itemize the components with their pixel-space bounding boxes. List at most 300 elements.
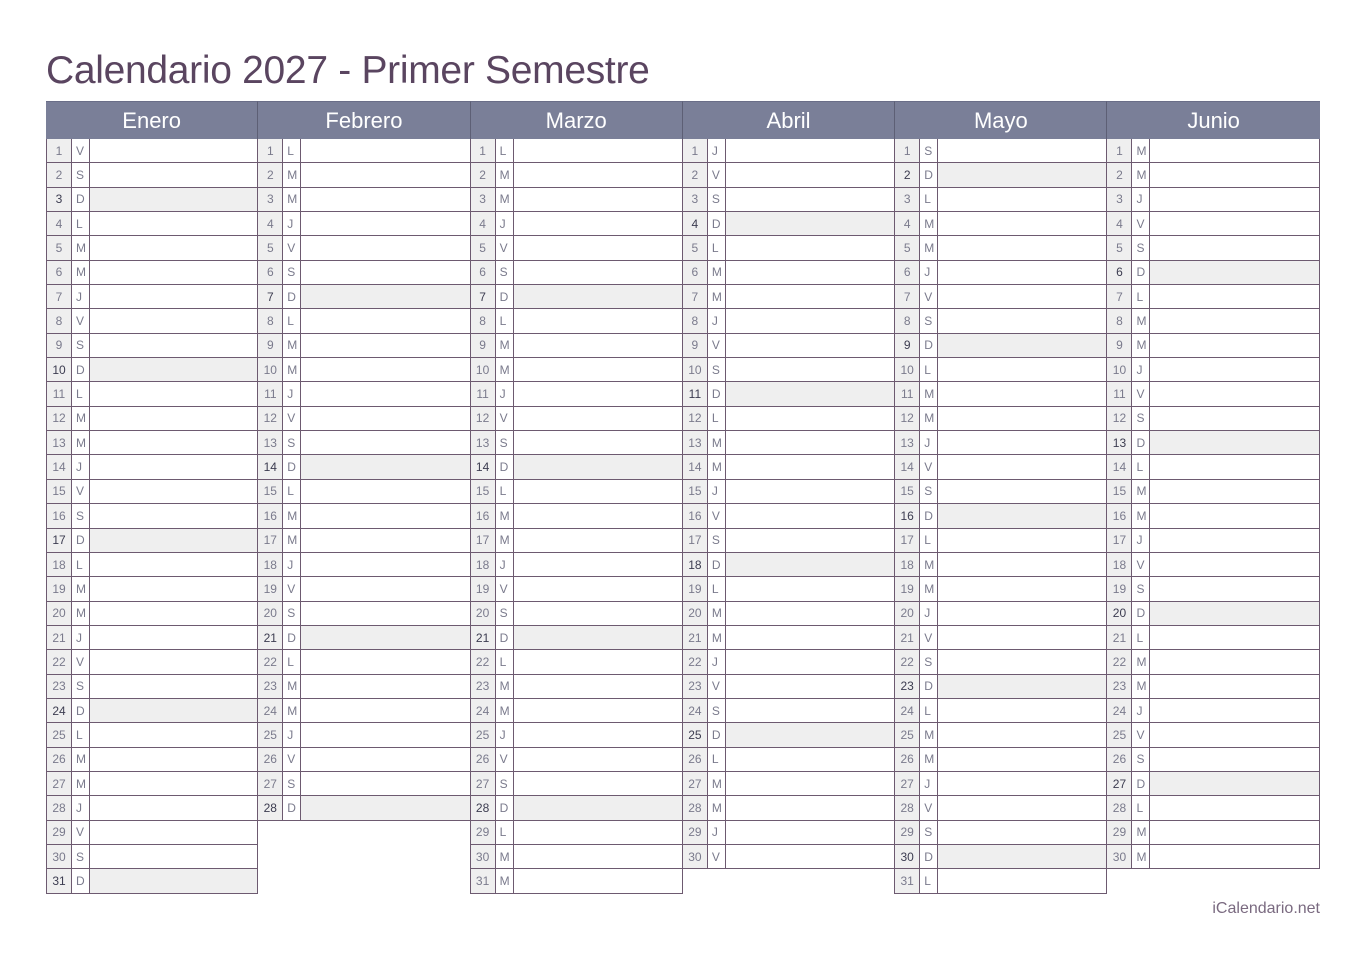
- note-cell[interactable]: [301, 382, 469, 405]
- note-cell[interactable]: [726, 796, 894, 819]
- weekday-letter: D: [283, 285, 301, 308]
- day-row: [682, 407, 895, 431]
- day-row: [682, 650, 895, 674]
- weekday-letter: V: [1132, 723, 1150, 746]
- day-number: 30: [683, 845, 708, 868]
- weekday-letter: V: [708, 845, 726, 868]
- note-cell[interactable]: [938, 480, 1106, 503]
- note-cell[interactable]: [726, 529, 894, 552]
- note-cell[interactable]: [90, 845, 257, 868]
- day-number: 20: [471, 602, 496, 625]
- note-cell[interactable]: [514, 577, 682, 600]
- day-row: [1106, 650, 1319, 674]
- weekday-letter: V: [920, 626, 938, 649]
- note-cell[interactable]: [90, 236, 257, 259]
- note-cell[interactable]: [301, 504, 469, 527]
- day-number: 27: [47, 772, 72, 795]
- note-cell[interactable]: [90, 334, 257, 357]
- note-cell[interactable]: [1150, 480, 1318, 503]
- day-row: [46, 602, 258, 626]
- note-cell[interactable]: [90, 529, 257, 552]
- note-cell[interactable]: [514, 334, 682, 357]
- day-number: 18: [895, 553, 920, 576]
- note-cell[interactable]: [301, 212, 469, 235]
- note-cell[interactable]: [938, 358, 1106, 381]
- note-cell[interactable]: [1150, 699, 1318, 722]
- note-cell[interactable]: [938, 748, 1106, 771]
- note-cell[interactable]: [514, 796, 682, 819]
- note-cell[interactable]: [1150, 212, 1318, 235]
- note-cell[interactable]: [301, 772, 469, 795]
- note-cell[interactable]: [1150, 529, 1318, 552]
- note-cell[interactable]: [938, 407, 1106, 430]
- day-number: 25: [683, 723, 708, 746]
- note-cell[interactable]: [301, 139, 469, 162]
- note-cell[interactable]: [514, 821, 682, 844]
- note-cell[interactable]: [90, 821, 257, 844]
- weekday-letter: M: [283, 358, 301, 381]
- day-row: [470, 650, 683, 674]
- note-cell[interactable]: [90, 358, 257, 381]
- weekday-letter: M: [72, 236, 90, 259]
- note-cell[interactable]: [1150, 553, 1318, 576]
- weekday-letter: J: [1132, 358, 1150, 381]
- note-cell[interactable]: [514, 748, 682, 771]
- note-cell[interactable]: [514, 626, 682, 649]
- note-cell[interactable]: [514, 236, 682, 259]
- day-number: 22: [683, 650, 708, 673]
- weekday-letter: D: [496, 626, 514, 649]
- note-cell[interactable]: [726, 772, 894, 795]
- weekday-letter: M: [708, 455, 726, 478]
- note-cell[interactable]: [938, 504, 1106, 527]
- note-cell[interactable]: [726, 382, 894, 405]
- note-cell[interactable]: [938, 382, 1106, 405]
- note-cell[interactable]: [514, 285, 682, 308]
- note-cell[interactable]: [726, 285, 894, 308]
- note-cell[interactable]: [938, 796, 1106, 819]
- day-row: [894, 529, 1107, 553]
- day-number: 29: [895, 821, 920, 844]
- day-row: [257, 261, 470, 285]
- note-cell[interactable]: [90, 577, 257, 600]
- weekday-letter: J: [496, 382, 514, 405]
- day-number: 17: [895, 529, 920, 552]
- note-cell[interactable]: [726, 821, 894, 844]
- note-cell[interactable]: [90, 869, 257, 892]
- note-cell[interactable]: [90, 285, 257, 308]
- note-cell[interactable]: [1150, 236, 1318, 259]
- note-cell[interactable]: [726, 163, 894, 186]
- day-number: 27: [258, 772, 283, 795]
- note-cell[interactable]: [726, 504, 894, 527]
- note-cell[interactable]: [301, 626, 469, 649]
- note-cell[interactable]: [938, 139, 1106, 162]
- note-cell[interactable]: [726, 748, 894, 771]
- note-cell[interactable]: [726, 407, 894, 430]
- note-cell[interactable]: [90, 602, 257, 625]
- note-cell[interactable]: [938, 675, 1106, 698]
- day-number: 2: [683, 163, 708, 186]
- note-cell[interactable]: [726, 261, 894, 284]
- note-cell[interactable]: [514, 358, 682, 381]
- note-cell[interactable]: [1150, 504, 1318, 527]
- day-row: [257, 358, 470, 382]
- note-cell[interactable]: [514, 212, 682, 235]
- weekday-letter: M: [72, 431, 90, 454]
- note-cell[interactable]: [1150, 382, 1318, 405]
- note-cell[interactable]: [938, 261, 1106, 284]
- weekday-letter: M: [1132, 139, 1150, 162]
- note-cell[interactable]: [1150, 845, 1318, 868]
- day-row: [1106, 163, 1319, 187]
- note-cell[interactable]: [1150, 285, 1318, 308]
- weekday-letter: L: [496, 821, 514, 844]
- note-cell[interactable]: [1150, 723, 1318, 746]
- note-cell[interactable]: [514, 431, 682, 454]
- weekday-letter: J: [283, 212, 301, 235]
- month-febrero: [258, 101, 470, 894]
- note-cell[interactable]: [90, 212, 257, 235]
- note-cell[interactable]: [301, 334, 469, 357]
- note-cell[interactable]: [514, 723, 682, 746]
- note-cell[interactable]: [90, 431, 257, 454]
- day-number: 31: [47, 869, 72, 892]
- note-cell[interactable]: [90, 480, 257, 503]
- day-row: [1106, 529, 1319, 553]
- note-cell[interactable]: [301, 309, 469, 332]
- note-cell[interactable]: [726, 626, 894, 649]
- day-row: [46, 675, 258, 699]
- day-row: [1106, 212, 1319, 236]
- day-row: [1106, 309, 1319, 333]
- note-cell[interactable]: [726, 309, 894, 332]
- day-row: [257, 577, 470, 601]
- note-cell[interactable]: [938, 772, 1106, 795]
- weekday-letter: M: [920, 723, 938, 746]
- note-cell[interactable]: [301, 163, 469, 186]
- note-cell[interactable]: [301, 796, 469, 819]
- note-cell[interactable]: [1150, 163, 1318, 186]
- day-row: [682, 334, 895, 358]
- note-cell[interactable]: [90, 455, 257, 478]
- note-cell[interactable]: [938, 650, 1106, 673]
- day-row: [894, 772, 1107, 796]
- note-cell[interactable]: [301, 455, 469, 478]
- weekday-letter: M: [283, 675, 301, 698]
- weekday-letter: J: [496, 553, 514, 576]
- note-cell[interactable]: [938, 309, 1106, 332]
- weekday-letter: L: [496, 480, 514, 503]
- note-cell[interactable]: [1150, 772, 1318, 795]
- day-row: [257, 602, 470, 626]
- note-cell[interactable]: [90, 382, 257, 405]
- note-cell[interactable]: [514, 845, 682, 868]
- day-row: [1106, 626, 1319, 650]
- note-cell[interactable]: [938, 285, 1106, 308]
- day-row: [1106, 602, 1319, 626]
- day-row: [470, 431, 683, 455]
- day-number: 18: [471, 553, 496, 576]
- day-row: [682, 261, 895, 285]
- weekday-letter: M: [496, 188, 514, 211]
- note-cell[interactable]: [514, 480, 682, 503]
- weekday-letter: J: [708, 139, 726, 162]
- note-cell[interactable]: [514, 869, 682, 892]
- note-cell[interactable]: [1150, 577, 1318, 600]
- note-cell[interactable]: [514, 163, 682, 186]
- weekday-letter: M: [283, 699, 301, 722]
- day-row: [470, 407, 683, 431]
- note-cell[interactable]: [301, 650, 469, 673]
- note-cell[interactable]: [301, 602, 469, 625]
- note-cell[interactable]: [1150, 431, 1318, 454]
- note-cell[interactable]: [938, 334, 1106, 357]
- day-row: [46, 699, 258, 723]
- note-cell[interactable]: [726, 480, 894, 503]
- note-cell[interactable]: [1150, 455, 1318, 478]
- weekday-letter: L: [1132, 796, 1150, 819]
- note-cell[interactable]: [726, 845, 894, 868]
- note-cell[interactable]: [1150, 188, 1318, 211]
- weekday-letter: V: [496, 577, 514, 600]
- weekday-letter: D: [920, 163, 938, 186]
- note-cell[interactable]: [90, 772, 257, 795]
- note-cell[interactable]: [938, 236, 1106, 259]
- note-cell[interactable]: [938, 821, 1106, 844]
- note-cell[interactable]: [90, 553, 257, 576]
- note-cell[interactable]: [301, 285, 469, 308]
- note-cell[interactable]: [301, 577, 469, 600]
- note-cell[interactable]: [726, 334, 894, 357]
- day-number: 20: [1107, 602, 1132, 625]
- note-cell[interactable]: [90, 139, 257, 162]
- weekday-letter: V: [708, 334, 726, 357]
- weekday-letter: V: [496, 748, 514, 771]
- note-cell[interactable]: [938, 529, 1106, 552]
- note-cell[interactable]: [301, 407, 469, 430]
- note-cell[interactable]: [726, 236, 894, 259]
- weekday-letter: L: [920, 188, 938, 211]
- day-number: 13: [683, 431, 708, 454]
- note-cell[interactable]: [514, 407, 682, 430]
- note-cell[interactable]: [514, 382, 682, 405]
- note-cell[interactable]: [938, 431, 1106, 454]
- note-cell[interactable]: [1150, 139, 1318, 162]
- weekday-letter: M: [72, 748, 90, 771]
- day-row: [46, 577, 258, 601]
- day-number: 26: [258, 748, 283, 771]
- note-cell[interactable]: [301, 358, 469, 381]
- note-cell[interactable]: [514, 650, 682, 673]
- day-number: 9: [683, 334, 708, 357]
- day-row: [894, 285, 1107, 309]
- note-cell[interactable]: [90, 407, 257, 430]
- day-number: 11: [683, 382, 708, 405]
- note-cell[interactable]: [90, 261, 257, 284]
- note-cell[interactable]: [938, 577, 1106, 600]
- note-cell[interactable]: [726, 455, 894, 478]
- month-header: Enero: [46, 101, 258, 139]
- note-cell[interactable]: [514, 455, 682, 478]
- note-cell[interactable]: [301, 431, 469, 454]
- note-cell[interactable]: [301, 723, 469, 746]
- day-row: [46, 748, 258, 772]
- note-cell[interactable]: [726, 650, 894, 673]
- note-cell[interactable]: [938, 188, 1106, 211]
- note-cell[interactable]: [301, 748, 469, 771]
- day-row: [1106, 748, 1319, 772]
- day-number: 15: [471, 480, 496, 503]
- note-cell[interactable]: [1150, 675, 1318, 698]
- note-cell[interactable]: [1150, 650, 1318, 673]
- note-cell[interactable]: [514, 553, 682, 576]
- day-row: [894, 334, 1107, 358]
- note-cell[interactable]: [301, 236, 469, 259]
- weekday-letter: S: [1132, 748, 1150, 771]
- day-row: [682, 455, 895, 479]
- note-cell[interactable]: [938, 845, 1106, 868]
- weekday-letter: D: [283, 796, 301, 819]
- note-cell[interactable]: [938, 602, 1106, 625]
- calendar-grid: [46, 101, 1320, 894]
- note-cell[interactable]: [514, 309, 682, 332]
- day-number: 7: [683, 285, 708, 308]
- day-number: 16: [683, 504, 708, 527]
- month-header: Febrero: [258, 101, 470, 139]
- note-cell[interactable]: [726, 553, 894, 576]
- note-cell[interactable]: [90, 723, 257, 746]
- day-number: 26: [895, 748, 920, 771]
- note-cell[interactable]: [90, 504, 257, 527]
- day-row: [470, 188, 683, 212]
- day-number: 17: [258, 529, 283, 552]
- day-number: 7: [1107, 285, 1132, 308]
- day-number: 25: [47, 723, 72, 746]
- note-cell[interactable]: [301, 188, 469, 211]
- note-cell[interactable]: [90, 163, 257, 186]
- note-cell[interactable]: [301, 261, 469, 284]
- note-cell[interactable]: [514, 188, 682, 211]
- note-cell[interactable]: [1150, 626, 1318, 649]
- day-row: [894, 869, 1107, 893]
- weekday-letter: L: [920, 699, 938, 722]
- day-number: 23: [258, 675, 283, 698]
- weekday-letter: J: [708, 821, 726, 844]
- day-number: 13: [47, 431, 72, 454]
- note-cell[interactable]: [938, 455, 1106, 478]
- note-cell[interactable]: [1150, 821, 1318, 844]
- day-row: [894, 382, 1107, 406]
- day-row: [257, 285, 470, 309]
- note-cell[interactable]: [90, 650, 257, 673]
- day-row: [46, 261, 258, 285]
- day-row: [682, 845, 895, 869]
- note-cell[interactable]: [514, 261, 682, 284]
- note-cell[interactable]: [938, 163, 1106, 186]
- weekday-letter: V: [920, 285, 938, 308]
- note-cell[interactable]: [90, 748, 257, 771]
- note-cell[interactable]: [726, 431, 894, 454]
- note-cell[interactable]: [301, 480, 469, 503]
- note-cell[interactable]: [90, 699, 257, 722]
- weekday-letter: S: [708, 358, 726, 381]
- weekday-letter: M: [1132, 821, 1150, 844]
- day-number: 26: [47, 748, 72, 771]
- weekday-letter: M: [496, 163, 514, 186]
- day-number: 24: [895, 699, 920, 722]
- note-cell[interactable]: [726, 212, 894, 235]
- note-cell[interactable]: [514, 139, 682, 162]
- note-cell[interactable]: [726, 602, 894, 625]
- note-cell[interactable]: [514, 699, 682, 722]
- note-cell[interactable]: [90, 796, 257, 819]
- weekday-letter: J: [496, 212, 514, 235]
- note-cell[interactable]: [1150, 261, 1318, 284]
- weekday-letter: D: [708, 553, 726, 576]
- day-number: 6: [1107, 261, 1132, 284]
- note-cell[interactable]: [301, 529, 469, 552]
- note-cell[interactable]: [726, 358, 894, 381]
- note-cell[interactable]: [938, 553, 1106, 576]
- day-number: 12: [1107, 407, 1132, 430]
- weekday-letter: J: [283, 723, 301, 746]
- note-cell[interactable]: [1150, 407, 1318, 430]
- note-cell[interactable]: [301, 699, 469, 722]
- day-row: [1106, 261, 1319, 285]
- note-cell[interactable]: [1150, 358, 1318, 381]
- day-row: [682, 821, 895, 845]
- note-cell[interactable]: [726, 723, 894, 746]
- note-cell[interactable]: [726, 699, 894, 722]
- note-cell[interactable]: [726, 188, 894, 211]
- note-cell[interactable]: [726, 139, 894, 162]
- day-number: 23: [1107, 675, 1132, 698]
- day-number: 19: [47, 577, 72, 600]
- note-cell[interactable]: [1150, 748, 1318, 771]
- note-cell[interactable]: [90, 675, 257, 698]
- note-cell[interactable]: [301, 553, 469, 576]
- day-row: [470, 236, 683, 260]
- note-cell[interactable]: [938, 723, 1106, 746]
- note-cell[interactable]: [938, 699, 1106, 722]
- note-cell[interactable]: [514, 675, 682, 698]
- note-cell[interactable]: [1150, 309, 1318, 332]
- weekday-letter: S: [1132, 236, 1150, 259]
- note-cell[interactable]: [514, 602, 682, 625]
- note-cell[interactable]: [90, 309, 257, 332]
- note-cell[interactable]: [938, 869, 1106, 892]
- note-cell[interactable]: [514, 529, 682, 552]
- note-cell[interactable]: [1150, 334, 1318, 357]
- note-cell[interactable]: [90, 188, 257, 211]
- note-cell[interactable]: [938, 626, 1106, 649]
- note-cell[interactable]: [1150, 796, 1318, 819]
- day-row: [682, 309, 895, 333]
- note-cell[interactable]: [726, 577, 894, 600]
- weekday-letter: S: [496, 602, 514, 625]
- note-cell[interactable]: [938, 212, 1106, 235]
- note-cell[interactable]: [1150, 602, 1318, 625]
- note-cell[interactable]: [90, 626, 257, 649]
- note-cell[interactable]: [726, 675, 894, 698]
- note-cell[interactable]: [514, 772, 682, 795]
- note-cell[interactable]: [514, 504, 682, 527]
- note-cell[interactable]: [301, 675, 469, 698]
- day-row: [257, 796, 470, 820]
- weekday-letter: S: [72, 845, 90, 868]
- weekday-letter: M: [496, 358, 514, 381]
